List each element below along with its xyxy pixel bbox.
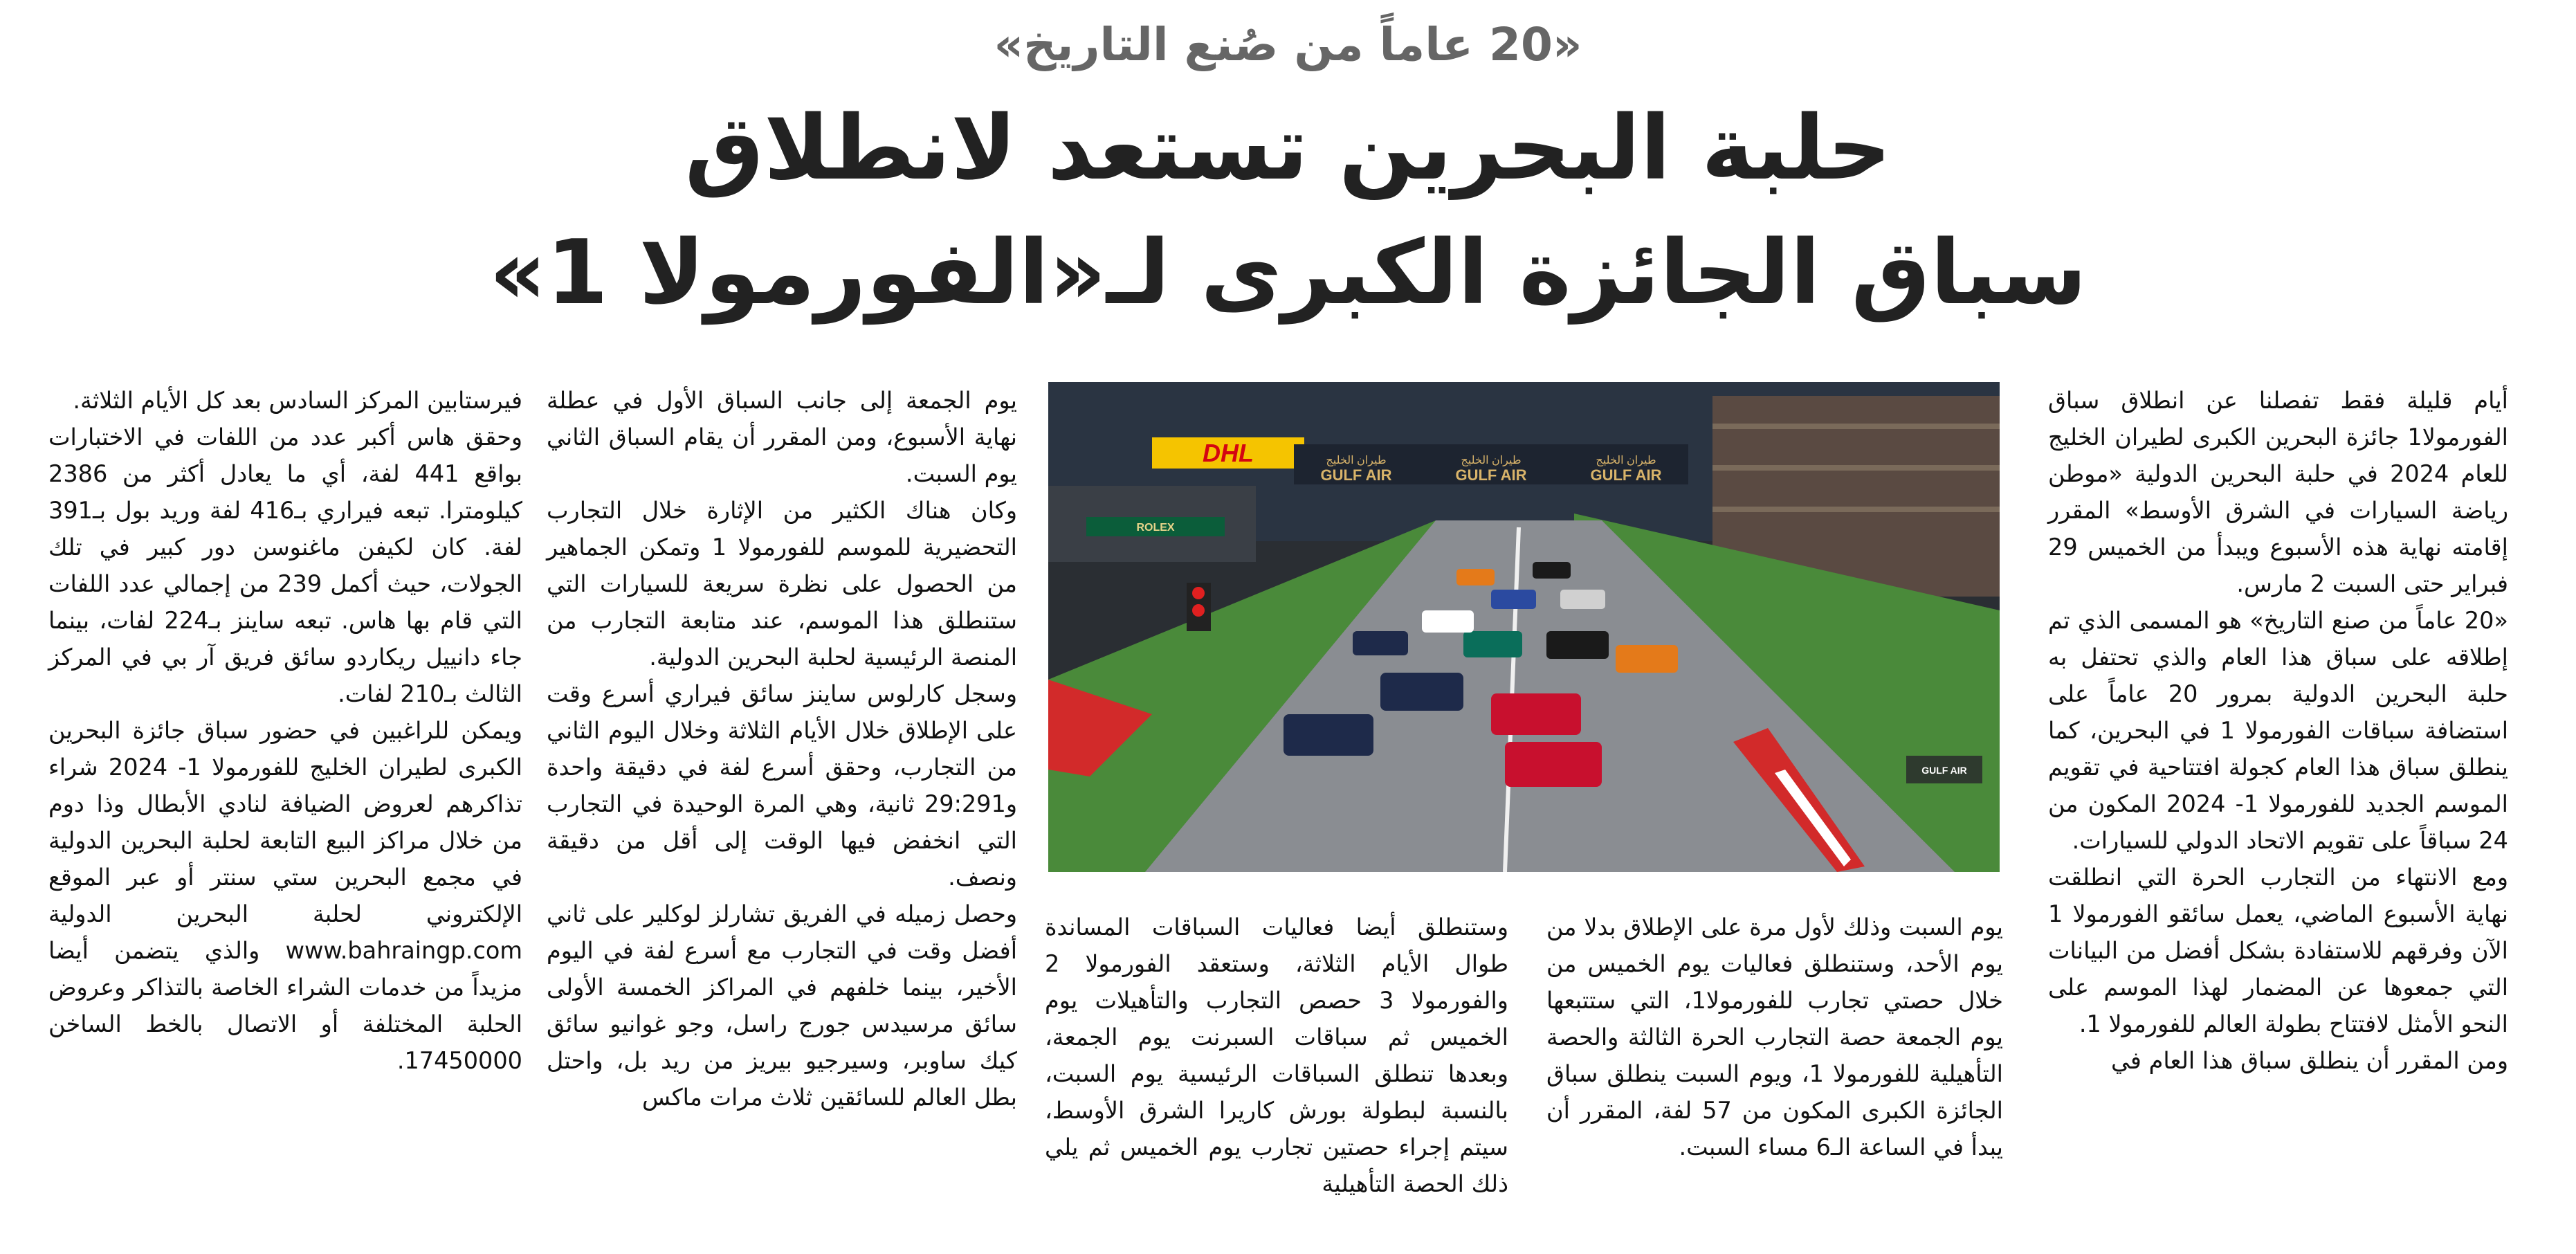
race-car bbox=[1380, 673, 1463, 711]
headline-line-1: حلبة البحرين تستعد لانطلاق bbox=[684, 97, 1892, 200]
race-car bbox=[1505, 742, 1602, 787]
banner-arabic-1: طيران الخليج bbox=[1326, 455, 1387, 466]
track-sign-text: GULF AIR bbox=[1921, 765, 1967, 776]
article-column-1 bbox=[2048, 382, 2508, 1079]
article-column-2 bbox=[1546, 909, 2003, 1165]
paragraph: وستنطلق أيضا فعاليات السباقات المساندة طوال الأيام الثلاثة، وستعقد الفورمولا 2 والفورمولا 3 حصص التجارب والتأهيلات يوم الخميس ثم سباقات السبرنت يوم الجمعة، وبعدها تنطلق السباقات الرئيسية يوم السبت، بالنسبة لبطولة بورش كاريرا الشرق الأوسط، سيتم إجراء حصتين تجارب يوم الخميس ثم يلي ذلك الحصة التأهيلية bbox=[1045, 914, 1508, 1197]
headline-line-2: سباق الجائزة الكبرى لـ«الفورمولا 1» bbox=[489, 221, 2087, 325]
paragraph: يوم الجمعة إلى جانب السباق الأول في عطلة نهاية الأسبوع، ومن المقرر أن يقام السباق الثاني يوم السبت. bbox=[547, 387, 1017, 487]
paragraph: ويمكن للراغبين في حضور سباق جائزة البحرين الكبرى لطيران الخليج للفورمولا 1- 2024 شراء تذاكرهم لعروض الضيافة لنادي الأبطال وذا دوم من خلال مراكز البيع التابعة لحلبة البحرين الدولية في مجمع البحرين ستي سنتر أو عبر الموقع الإلكتروني لحلبة البحرين الدولية www.bahraingp.com والذي يتضمن أيضا مزيداً من خدمات الشراء الخاصة بالتذاكر وعروض الحلبة المختلفة أو الاتصال بالخط الساخن 17450000. bbox=[48, 717, 522, 1074]
race-start-photo bbox=[1048, 382, 2000, 872]
banner-arabic-2: طيران الخليج bbox=[1461, 455, 1522, 466]
banner-sponsor-3: GULF AIR bbox=[1590, 466, 1662, 484]
race-car bbox=[1546, 631, 1609, 659]
race-car bbox=[1491, 590, 1536, 609]
race-car bbox=[1456, 569, 1495, 585]
banner-arabic-3: طيران الخليج bbox=[1596, 455, 1656, 466]
article-column-5 bbox=[48, 382, 522, 1079]
paragraph: وحصل زميله في الفريق تشارلز لوكلير على ثاني أفضل وقت في التجارب مع أسرع لفة في اليوم الأخير، بينما خلفهم في المراكز الخمسة الأولى سائق مرسيدس جورج راسل، وجو غوانيو سائق كيك ساوبر، وسيرجيو بيريز من ريد بل، واحتل بطل العالم للسائقين ثلاث مرات ماكس bbox=[547, 900, 1017, 1111]
paragraph: وحقق هاس أكبر عدد من اللفات في الاختبارات بواقع 441 لفة، أي ما يعادل أكثر من 2386 كيلومترا. تبعه فيراري بـ416 لفة وريد بول بـ391 لفة. كان لكيفن ماغنوسن دور كبير في تلك الجولات، حيث أكمل 239 من إجمالي عدد اللفات التي قام بها هاس. تبعه ساينز بـ224 لفات، بينما جاء دانييل ريكاردو سائق فريق آر بي في المركز الثالث بـ210 لفات. bbox=[48, 424, 523, 707]
race-car bbox=[1616, 645, 1678, 673]
paragraph: وكان هناك الكثير من الإثارة خلال التجارب التحضيرية للموسم للفورمولا 1 وتمكن الجماهير من الحصول على نظرة سريعة للسيارات التي ستنطلق هذا الموسم، عند متابعة التجارب من المنصة الرئيسية لحلبة البحرين الدولية. bbox=[547, 497, 1017, 671]
article-column-4 bbox=[547, 382, 1017, 1116]
paragraph: فيرستابين المركز السادس بعد كل الأيام الثلاثة. bbox=[73, 387, 522, 414]
race-car bbox=[1463, 631, 1522, 657]
paragraph: يوم السبت وذلك لأول مرة على الإطلاق بدلا من يوم الأحد، وستنطلق فعاليات يوم الخميس من خلال حصتي تجارب للفورمولا1، التي ستتبعها يوم الجمعة حصة التجارب الحرة الثالثة والحصة التأهيلية للفورمولا 1، ويوم السبت ينطلق سباق الجائزة الكبرى المكون من 57 لفة، المقرر أن يبدأ في الساعة الـ6 مساء السبت. bbox=[1546, 914, 2003, 1161]
dhl-logo-text: DHL bbox=[1203, 439, 1254, 467]
article-column-3 bbox=[1045, 909, 1508, 1202]
paragraph: أيام قليلة فقط تفصلنا عن انطلاق سباق الفورمولا1 جائزة البحرين الكبرى لطيران الخليج للعام 2024 في حلبة البحرين الدولية «موطن رياضة السيارات في الشرق الأوسط» المقرر إقامته نهاية هذه الأسبوع ويبدأ من الخميس 29 فبراير حتى السبت 2 مارس. bbox=[2048, 387, 2508, 597]
paragraph: ومن المقرر أن ينطلق سباق هذا العام في bbox=[2111, 1047, 2508, 1074]
race-car bbox=[1491, 693, 1581, 735]
rolex-text: ROLEX bbox=[1136, 522, 1175, 534]
race-car bbox=[1284, 714, 1373, 756]
race-car bbox=[1533, 562, 1571, 579]
kicker: «20 عاماً من صُنع التاريخ» bbox=[994, 18, 1582, 71]
race-car bbox=[1422, 610, 1474, 633]
race-start-illustration bbox=[1048, 382, 2000, 872]
race-car bbox=[1353, 631, 1408, 655]
paragraph: ومع الانتهاء من التجارب الحرة التي انطلقت نهاية الأسبوع الماضي، يعمل سائقو الفورمولا 1 الآن وفرقهم للاستفادة بشكل أفضل من البيانات التي جمعوها عن المضمار لهذا الموسم على النحو الأمثل لافتتاح بطولة العالم للفورمولا 1. bbox=[2048, 864, 2508, 1037]
banner-sponsor-2: GULF AIR bbox=[1455, 466, 1527, 484]
paragraph: «20 عاماً من صنع التاريخ» هو المسمى الذي تم إطلاقه على سباق هذا العام والذي تحتفل به حلبة البحرين الدولية بمرور 20 عاماً على استضافة سباقات الفورمولا 1 في البحرين، كما ينطلق سباق هذا العام كجولة افتتاحية في تقويم الموسم الجديد للفورمولا 1- 2024 المكون من 24 سباقاً على تقويم الاتحاد الدولي للسيارات. bbox=[2048, 607, 2508, 854]
banner-sponsor-1: GULF AIR bbox=[1320, 466, 1392, 484]
paragraph: وسجل كارلوس ساينز سائق فيراري أسرع وقت على الإطلاق خلال الأيام الثلاثة وخلال اليوم الثاني من التجارب، وحقق أسرع لفة في دقيقة واحدة و29:291 ثانية، وهي المرة الوحيدة في التجارب التي انخفض فيها الوقت إلى أقل من دقيقة ونصف. bbox=[547, 680, 1017, 891]
race-car bbox=[1560, 590, 1605, 609]
